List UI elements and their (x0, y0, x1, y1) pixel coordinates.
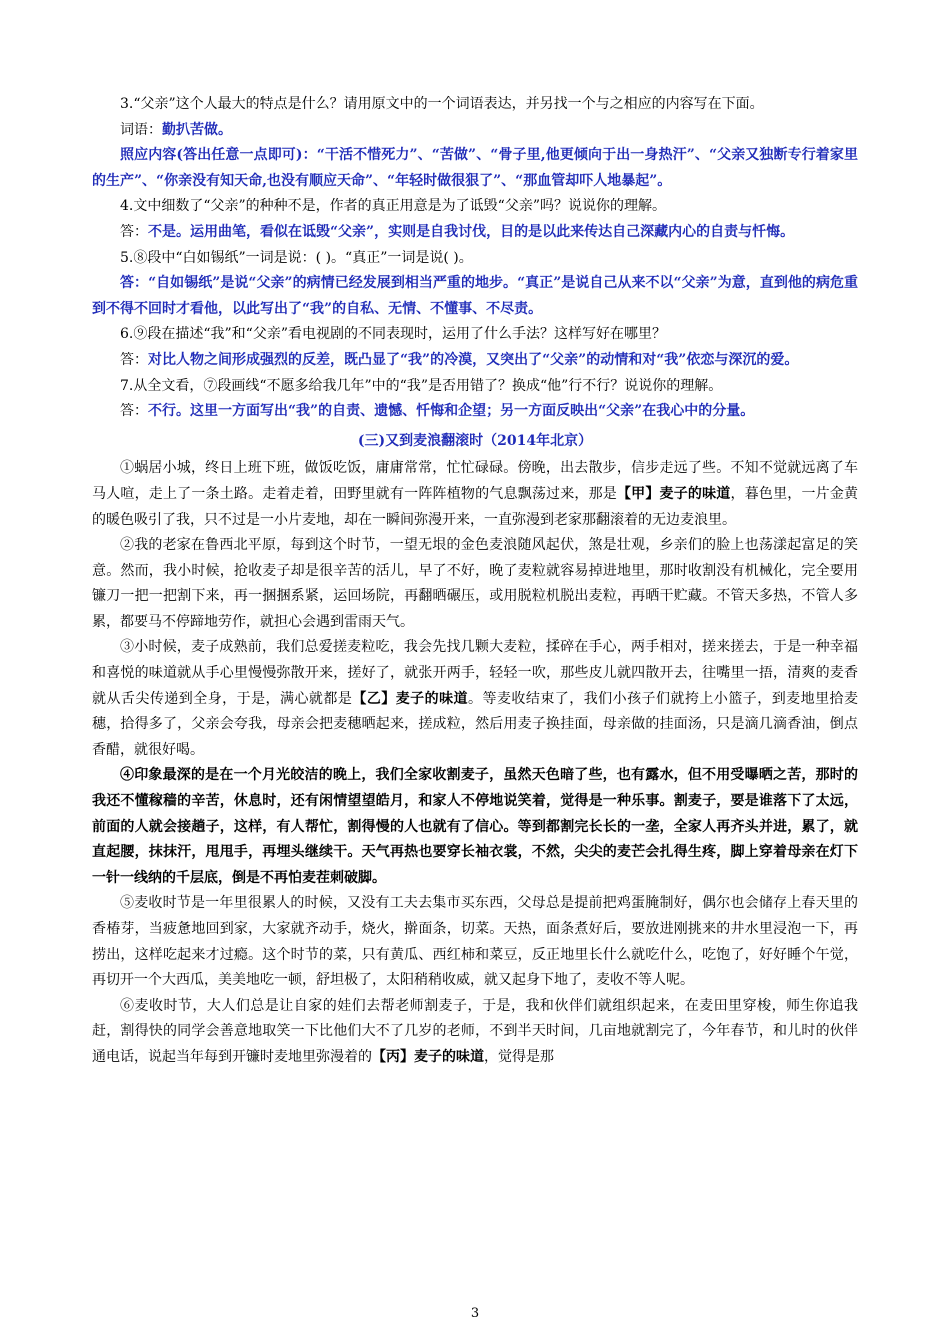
word-label: 词语： (120, 121, 162, 138)
answer-3-correspond: 照应内容(答出任意一点即可)：“干活不惜死力”、“苦做”、“骨子里,他更倾向于出一身热汗”、“父亲又独断专行着家里的生产”、“你亲没有知天命,也没有顺应天命”、“年轻时做很狠了”、“那血管却吓人地暴起”。 (92, 147, 858, 189)
answer-4 (92, 220, 858, 246)
question-5: 5.⑧段中“白如锡纸”一词是说：( )。“真正”一词是说( )。 (120, 249, 473, 266)
document-page (92, 92, 858, 1071)
answer-text: 不是。运用曲笔，看似在诋毁“父亲”，实则是自我讨伐，目的是以此来传达自己深藏内心的自责与忏悔。 (148, 223, 795, 240)
paragraph-text: ③小时候，麦子成熟前，我们总爱搓麦粒吃，我会先找几颗大麦粒，揉碎在手心，两手相对，搓来搓去，于是一种幸福和喜悦的味道就从手心里慢慢弥散开来，搓好了，就张开两手，轻轻一吹，那些皮儿就四散开去，往嘴里一捂，清爽的麦香就从舌尖传递到全身，于是，满心就都是 (92, 639, 858, 707)
answer-label: 答： (120, 403, 148, 420)
paragraph-1 (92, 456, 858, 533)
question-7: 7.从全文看，⑦段画线“不愿多给我几年”中的“我”是否用错了？换成“他”行不行？说说你的理解。 (120, 377, 723, 394)
answer-7 (92, 399, 858, 425)
paragraph-text: ①蜗居小城，终日上班下班，做饭吃饭，庸庸常常，忙忙碌碌。傍晚，出去散步，信步走远了些。不知不觉就远离了车马人喧，走上了一条土路。走着走着，田野里就有一阵阵植物的气息飘荡过来，那是 (92, 460, 858, 502)
word-answer: 勤扒苦做。 (162, 121, 232, 138)
marker-bing: 【丙】麦子的味道 (372, 1048, 484, 1065)
paragraph-6 (92, 994, 858, 1071)
answer-text: 不行。这里一方面写出“我”的自责、遗憾、忏悔和企望；另一方面反映出“父亲”在我心中的分量。 (148, 403, 755, 420)
question-4: 4.文中细数了“父亲”的种种不是，作者的真正用意是为了诋毁“父亲”吗？说说你的理解。 (120, 198, 666, 215)
answer-text: “自如锡纸”是说“父亲”的病情已经发展到相当严重的地步。“真正”是说自己从来不以“父亲”为意，直到他的病危重到不得不回时才看他，以此写出了“我”的自私、无情、不懂事、不尽责。 (92, 275, 859, 317)
paragraph-text: ，觉得是那 (484, 1048, 554, 1065)
answer-text: 对比人物之间形成强烈的反差，既凸显了“我”的冷漠，又突出了“父亲”的动情和对“我”依恋与深沉的爱。 (148, 351, 799, 368)
marker-yi: 【乙】麦子的味道 (352, 690, 469, 707)
answer-label: 答： (120, 275, 149, 292)
answer-6 (92, 348, 858, 374)
answer-3-word (92, 118, 858, 144)
answer-5 (92, 271, 858, 322)
page-number: 3 (470, 1306, 480, 1321)
paragraph-5: ⑤麦收时节是一年里很累人的时候，又没有工夫去集市买东西，父母总是提前把鸡蛋腌制好，偶尔也会储存上春天里的香椿芽，当疲惫地回到家，大家就齐动手，烧火，擀面条，切菜。天热，面条煮好后，要放进刚挑来的井水里浸泡一下，再捞出，这样吃起来才过瘾。这个时节的菜，只有黄瓜、西红柿和菜豆，反正地里长什么就吃什么，吃饱了，好好睡个午觉，再切开一个大西瓜，美美地吃一顿，舒坦极了，太阳稍稍收威，就又起身下地了，麦收不等人呢。 (92, 895, 858, 989)
question-6: 6.⑨段在描述“我”和“父亲”看电视剧的不同表现时，运用了什么手法？这样写好在哪里？ (120, 326, 666, 343)
marker-jia: 【甲】麦子的味道 (616, 485, 731, 502)
paragraph-4: ④印象最深的是在一个月光皎洁的晚上，我们全家收割麦子，虽然天色暗了些，也有露水，但不用受曝晒之苦，那时的我还不懂稼穑的辛苦，休息时，还有闲情望望皓月，和家人不停地说笑着，觉得是一种乐事。割麦子，要是谁落下了太远，前面的人就会接趟子，这样，有人帮忙，割得慢的人也就有了信心。等到都割完长长的一垄，全家人再齐头并进，累了，就直起腰，抹抹汗，甩甩手，再埋头继续干。天气再热也要穿长袖衣裳，不然，尖尖的麦芒会扎得生疼，脚上穿着母亲在灯下一针一线纳的千层底，倒是不再怕麦茬刺破脚。 (92, 767, 858, 886)
paragraph-2: ②我的老家在鲁西北平原，每到这个时节，一望无垠的金色麦浪随风起伏，煞是壮观，乡亲们的脸上也荡漾起富足的笑意。然而，我小时候，抢收麦子却是很辛苦的活儿，早了不好，晚了麦粒就容易掉进地里，那时收割没有机械化，完全要用镰刀一把一把割下来，再一捆捆系紧，运回场院，再翻晒碾压，或用脱粒机脱出麦粒，再晒干贮藏。不管天多热，不管人多累，都要马不停蹄地劳作，就担心会遇到雷雨天气。 (92, 537, 858, 630)
answer-label: 答： (120, 351, 148, 368)
paragraph-text: 。等麦收结束了，我们小孩子们就挎上小篮子，到麦地里拾麦穗，拾得多了，父亲会夸我，母亲会把麦穗晒起来，搓成粒，然后用麦子换挂面，母亲做的挂面汤，只是滴几滴香油，倒点香醋，就很好喝。 (92, 690, 859, 758)
section-title: (三)又到麦浪翻滚时（2014年北京） (357, 432, 593, 449)
paragraph-text: ⑥麦收时节，大人们总是让自家的娃们去帮老师割麦子，于是，我和伙伴们就组织起来，在麦田里穿梭，师生你追我赶，割得快的同学会善意地取笑一下比他们大不了几岁的老师，不到半天时间，几亩地就割完了，今年春节，和儿时的伙伴通电话，说起当年每到开镰时麦地里弥漫着的 (92, 997, 858, 1065)
question-3: 3.“父亲”这个人最大的特点是什么？请用原文中的一个词语表达，并另找一个与之相应的内容写在下面。 (120, 96, 764, 112)
paragraph-3 (92, 635, 858, 763)
answer-label: 答： (120, 223, 148, 240)
paragraph-text: ，暮色里，一片金黄的暖色吸引了我，只不过是一小片麦地，却在一瞬间弥漫开来，一直弥漫到老家那翻滚着的无边麦浪里。 (92, 485, 859, 528)
